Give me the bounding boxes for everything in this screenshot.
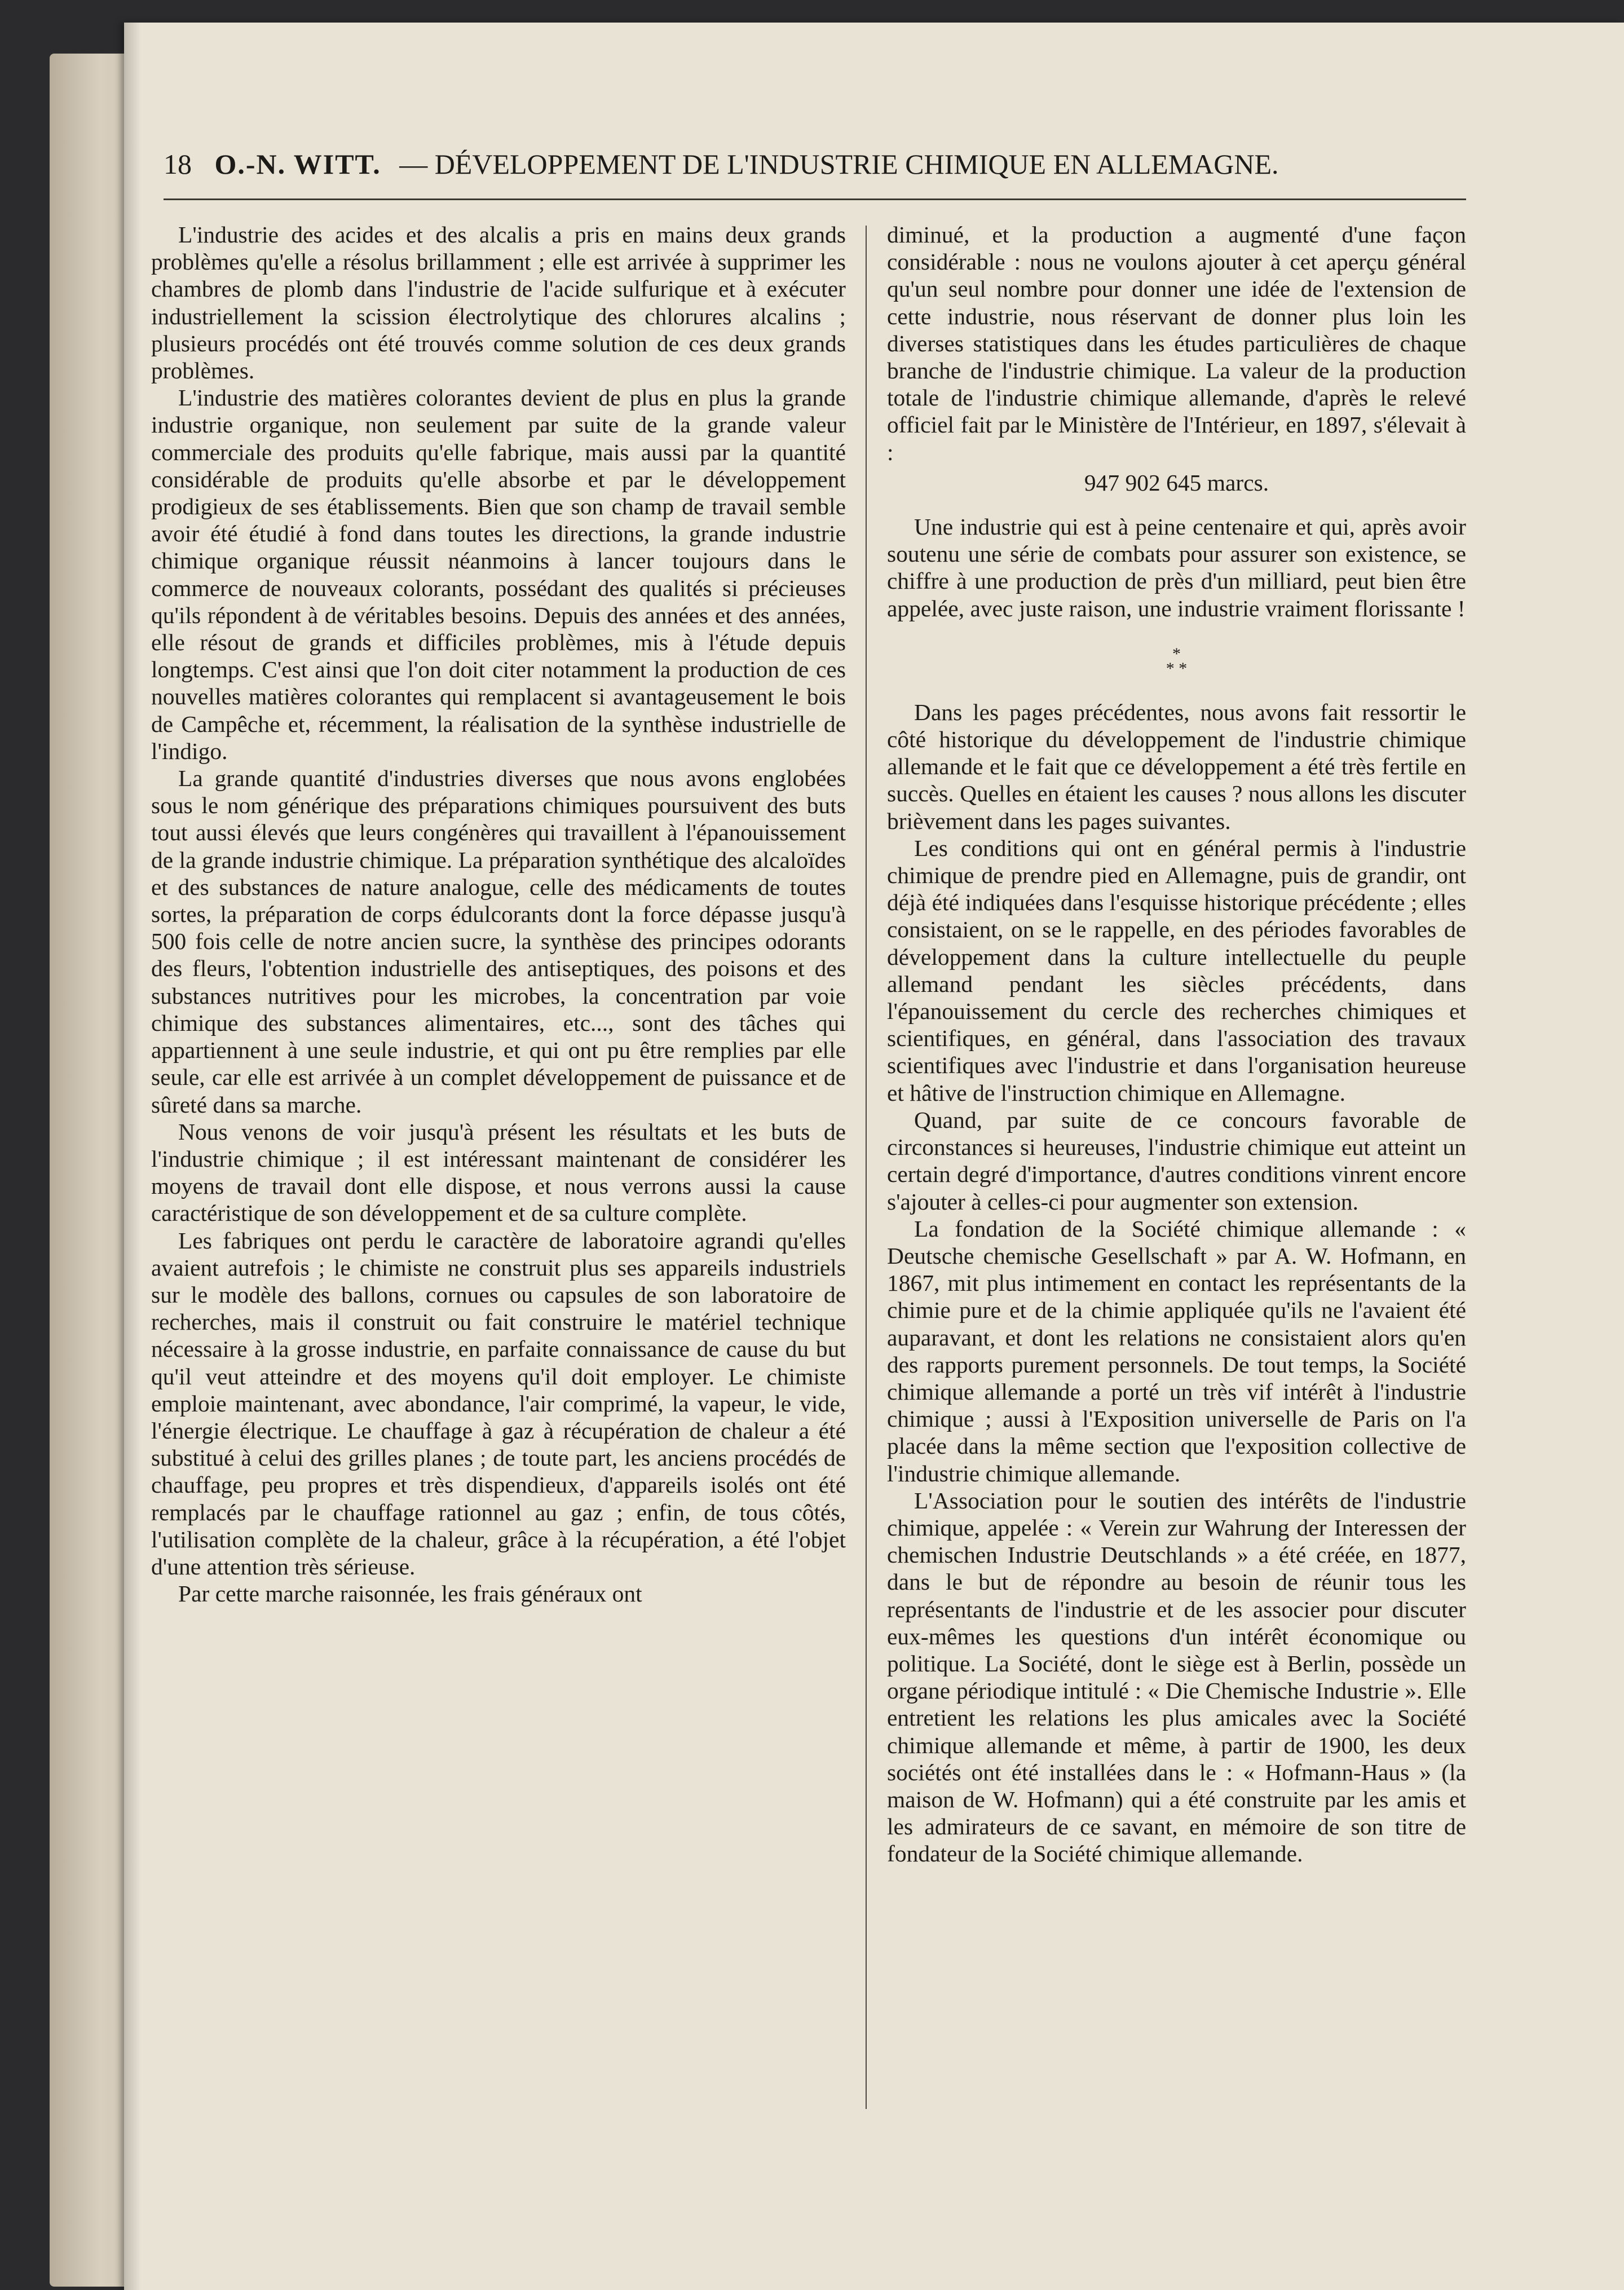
- section-separator: * * *: [1166, 644, 1188, 678]
- book-page-edges: [50, 54, 134, 2287]
- header-rule: [164, 198, 1466, 200]
- paragraph-acids-alkalis: L'industrie des acides et des alcalis a pris en mains deux grands problèmes qu'elle a résolus brillamment ; elle est arrivée à supprimer les chambres de plomb dans l'industrie de l'acide sulfurique et à exécuter industriellement la scission électrolytique des chlorures alcalins ; plusieurs procédés ont été trouvés comme solution de ces deux grands problèmes.: [151, 222, 846, 384]
- header-author: O.-N. WITT.: [214, 148, 381, 180]
- paragraph-chemical-society: La fondation de la Société chimique allemande : « Deutsche chemische Gesellschaft » par A. W. Hofmann, en 1867, mit plus intimement en contact les représentants de la chimie pure et de la chimie appliquée qu'ils ne l'avaient été auparavant, et dont les relations ne consistaient alors qu'en des rapports purement personnels. De tout temps, la Société chimique allemande a porté un très vif intérêt à l'industrie chimique ; aussi à l'Exposition universelle de Paris on l'a placée dans la même section que l'exposition collective de l'industrie chimique allemande.: [887, 1215, 1466, 1486]
- page-number: 18: [164, 148, 192, 180]
- production-amount: 947 902 645 marcs.: [1084, 469, 1269, 496]
- left-column: [151, 221, 846, 1607]
- paragraph-chemical-preparations: La grande quantité d'industries diverses que nous avons englobées sous le nom générique des préparations chimiques poursuivent des buts tout aussi élevés que leurs congénères qui travaillent à l'épanouissement de la grande industrie chimique. La préparation synthétique des alcaloïdes et des substances de nature analogue, celle des médicaments de toutes sortes, la préparation de corps édulcorants dont la force dépasse jusqu'à 500 fois celle de notre ancien sucre, la synthèse des principes odorants des fleurs, l'obtention industrielle des antiseptiques, des poisons et des substances nutritives pour les microbes, la concentration par voie chimique des substances alimentaires, etc..., sont des tâches qui appartiennent à une seule industrie, et qui ont pu être remplies par elle seule, car elle est arrivée à un complet développement de puissance et de sûreté dans sa marche.: [151, 765, 846, 1118]
- paragraph-general-costs: Par cette marche raisonnée, les frais généraux ont: [178, 1581, 642, 1607]
- paragraph-causes: Dans les pages précédentes, nous avons fait ressortir le côté historique du développement de l'industrie chimique allemande et le fait que ce développement a été très fertile en succès. Quelles en étaient les causes ? nous allons les discuter brièvement dans les pages suivantes.: [887, 699, 1466, 834]
- running-header: [164, 148, 1421, 180]
- paragraph-means-of-work: Nous venons de voir jusqu'à présent les résultats et les buts de l'industrie chimique ; il est intéressant maintenant de considérer les moyens de travail dont elle dispose, et nous verrons aussi la cause caractéristique de son développement et de sa culture complète.: [151, 1118, 846, 1226]
- paragraph-conditions: Les conditions qui ont en général permis à l'industrie chimique de prendre pied en Allemagne, puis de grandir, ont déjà été indiquées dans l'esquisse historique précédente ; elles consistaient, on se le rappelle, en des périodes favorables de développement dans la culture intellectuelle du peuple allemand pendant les siècles précédents, dans l'épanouissement du cercle des recherches chimiques et scientifiques, en général, dans l'association des travaux scientifiques avec l'industrie et dans l'organisation heureuse et hâtive de l'instruction chimique en Allemagne.: [887, 835, 1466, 1106]
- right-column: [887, 221, 1466, 1868]
- paragraph-factories: Les fabriques ont perdu le caractère de laboratoire agrandi qu'elles avaient autrefois ; le chimiste ne construit plus ses appareils industriels sur le modèle des ballons, cornues ou capsules de son laboratoire de recherches, mais il construit ou fait construire le matériel technique nécessaire à la grosse industrie, en parfaite connaissance de cause du but qu'il veut atteindre et des moyens qu'il doit employer. Le chimiste emploie maintenant, avec abondance, l'air comprimé, la vapeur, le vide, l'énergie électrique. Le chauffage à gaz à récupération de chaleur a été substitué à celui des grilles planes ; de toute part, les anciens procédés de chauffage, peu propres et très dispendieux, d'appareils isolés ont été remplacés par le chauffage rationnel au gaz ; enfin, de tous côtés, l'utilisation complète de la chaleur, grâce à la récupération, a été l'objet d'une attention très sérieuse.: [151, 1227, 846, 1579]
- paragraph-dyes: L'industrie des matières colorantes devient de plus en plus la grande industrie organique, non seulement par suite de la grande valeur commerciale des produits qu'elle fabrique, mais aussi par la quantité considérable de produits qu'elle absorbe et par le développement prodigieux de ses établissements. Bien que son champ de travail semble avoir été étudié à fond dans toutes les directions, la grande industrie chimique organique réussit néanmoins à lancer toujours dans le commerce de nouveaux colorants, possédant des qualités si précieuses qu'ils répondent à de véritables besoins. Depuis des années et des années, elle résout de grands et difficiles problèmes, mis à l'étude depuis longtemps. C'est ainsi que l'on doit citer notamment la production de ces nouvelles matières colorantes qui remplacent si avantageusement le bois de Campêche et, récemment, la réalisation de la synthèse industrielle de l'indigo.: [151, 385, 846, 764]
- paragraph-flourishing-industry: Une industrie qui est à peine centenaire et qui, après avoir soutenu une série de combats pour assurer son existence, se chiffre à une production de près d'un milliard, peut bien être appelée, avec juste raison, une industrie vraiment florissante !: [887, 514, 1466, 621]
- column-divider: [866, 226, 867, 2109]
- paragraph-circumstances: Quand, par suite de ce concours favorable de circonstances si heureuses, l'industrie chimique eut atteint un certain degré d'importance, d'autres conditions vinrent encore s'ajouter à celles-ci pour augmenter son extension.: [887, 1106, 1466, 1215]
- paragraph-continuation: diminué, et la production a augmenté d'une façon considérable : nous ne voulons ajouter à cet aperçu général qu'un seul nombre pour donner une idée de l'extension de cette industrie, nous réservant de donner plus loin les diverses statistiques dans les études particulières de chaque branche de l'industrie chimique. La valeur de la production totale de l'industrie chimique allemande, d'après le relevé officiel fait par le Ministère de l'Intérieur, en 1897, s'élevait à :: [887, 222, 1466, 465]
- paragraph-association: L'Association pour le soutien des intérêts de l'industrie chimique, appelée : « Verein zur Wahrung der Interessen der chemischen Industrie Deutschlands » a été créée, en 1877, dans le but de répondre au besoin de réunir tous les représentants de l'industrie et de les associer pour discuter eux-mêmes les questions d'un intérêt économique ou politique. La Société, dont le siège est à Berlin, possède un organe périodique intitulé : « Die Chemische Industrie ». Elle entretient les relations les plus amicales avec la Société chimique allemande et même, à partir de 1900, les deux sociétés ont été installées dans le : « Hofmann-Haus » (la maison de W. Hofmann) qui a été construite par les amis et les admirateurs de ce savant, en mémoire de son titre de fondateur de la Société chimique allemande.: [887, 1487, 1466, 1867]
- header-title: — DÉVELOPPEMENT DE L'INDUSTRIE CHIMIQUE EN ALLEMAGNE.: [399, 148, 1279, 180]
